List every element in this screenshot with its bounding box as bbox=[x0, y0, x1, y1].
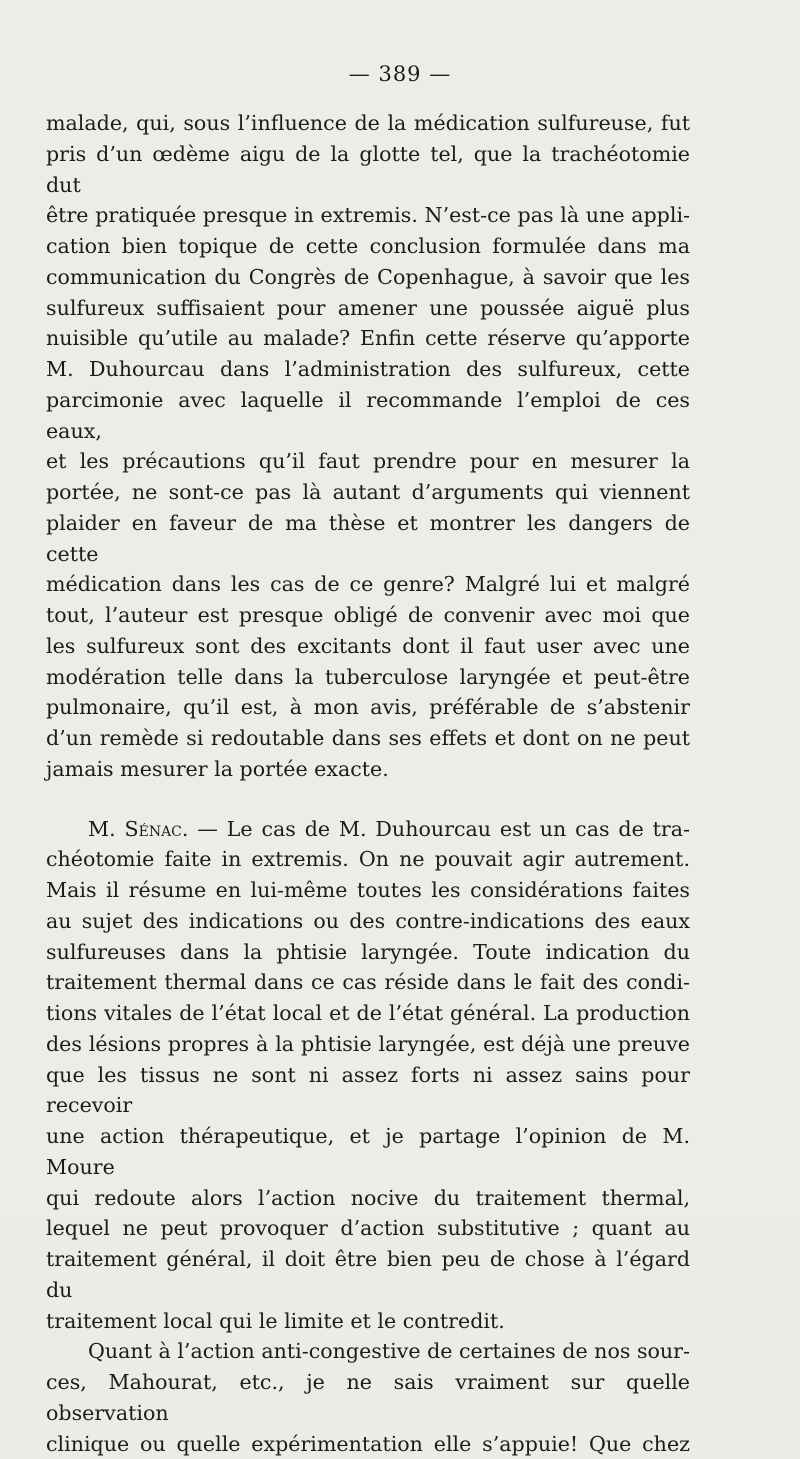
paragraph-3 bbox=[46, 1336, 690, 1459]
text-line: pris d’un œdème aigu de la glotte tel, que la trachéotomie dut bbox=[46, 139, 690, 201]
paragraph-2 bbox=[46, 814, 690, 1337]
body-text bbox=[46, 108, 690, 1459]
page-number: — 389 — bbox=[0, 62, 800, 86]
text-line: traitement thermal dans ce cas réside dans le fait des condi- bbox=[46, 967, 690, 998]
text-line: que les tissus ne sont ni assez forts ni assez sains pour recevoir bbox=[46, 1060, 690, 1122]
text-line: ces, Mahourat, etc., je ne sais vraiment sur quelle observation bbox=[46, 1367, 690, 1429]
text-line: plaider en faveur de ma thèse et montrer les dangers de cette bbox=[46, 508, 690, 570]
text-line: tout, l’auteur est presque obligé de convenir avec moi que bbox=[46, 600, 690, 631]
text-line: des lésions propres à la phtisie laryngée, est déjà une preuve bbox=[46, 1029, 690, 1060]
text-line: portée, ne sont-ce pas là autant d’arguments qui viennent bbox=[46, 477, 690, 508]
text-line: traitement général, il doit être bien peu de chose à l’égard du bbox=[46, 1244, 690, 1306]
text-line: au sujet des indications ou des contre-indications des eaux bbox=[46, 906, 690, 937]
text-line bbox=[46, 814, 690, 845]
text-line: nuisible qu’utile au malade? Enfin cette réserve qu’apporte bbox=[46, 323, 690, 354]
text-line: sulfureuses dans la phtisie laryngée. Toute indication du bbox=[46, 937, 690, 968]
text-fragment: — Le cas de M. Duhourcau est un cas de tra- bbox=[188, 817, 690, 841]
text-line: une action thérapeutique, et je partage l’opinion de M. Moure bbox=[46, 1121, 690, 1183]
text-line: les sulfureux sont des excitants dont il faut user avec une bbox=[46, 631, 690, 662]
text-line: clinique ou quelle expérimentation elle s’appuie! Que chez bbox=[46, 1429, 690, 1459]
text-line: chéotomie faite in extremis. On ne pouvait agir autrement. bbox=[46, 844, 690, 875]
paragraph-1 bbox=[46, 108, 690, 785]
text-line: traitement local qui le limite et le contredit. bbox=[46, 1306, 690, 1337]
text-line: tions vitales de l’état local et de l’état général. La production bbox=[46, 998, 690, 1029]
text-line: lequel ne peut provoquer d’action substitutive ; quant au bbox=[46, 1213, 690, 1244]
text-line: communication du Congrès de Copenhague, à savoir que les bbox=[46, 262, 690, 293]
text-line: Mais il résume en lui-même toutes les considérations faites bbox=[46, 875, 690, 906]
text-line: malade, qui, sous l’influence de la médication sulfureuse, fut bbox=[46, 108, 690, 139]
text-line: médication dans les cas de ce genre? Malgré lui et malgré bbox=[46, 569, 690, 600]
text-line: d’un remède si redoutable dans ses effets et dont on ne peut bbox=[46, 723, 690, 754]
text-line: qui redoute alors l’action nocive du traitement thermal, bbox=[46, 1183, 690, 1214]
speaker-name: M. Sénac. bbox=[88, 817, 188, 841]
text-line: être pratiquée presque in extremis. N’est-ce pas là une appli- bbox=[46, 200, 690, 231]
text-line: jamais mesurer la portée exacte. bbox=[46, 754, 690, 785]
text-line: sulfureux suffisaient pour amener une poussée aiguë plus bbox=[46, 293, 690, 324]
text-line: parcimonie avec laquelle il recommande l’emploi de ces eaux, bbox=[46, 385, 690, 447]
paragraph-gap bbox=[46, 785, 690, 814]
text-line: modération telle dans la tuberculose laryngée et peut-être bbox=[46, 662, 690, 693]
text-line: cation bien topique de cette conclusion formulée dans ma bbox=[46, 231, 690, 262]
text-line: et les précautions qu’il faut prendre pour en mesurer la bbox=[46, 446, 690, 477]
text-line: pulmonaire, qu’il est, à mon avis, préférable de s’abstenir bbox=[46, 692, 690, 723]
text-line: Quant à l’action anti-congestive de certaines de nos sour- bbox=[46, 1336, 690, 1367]
text-line: M. Duhourcau dans l’administration des sulfureux, cette bbox=[46, 354, 690, 385]
